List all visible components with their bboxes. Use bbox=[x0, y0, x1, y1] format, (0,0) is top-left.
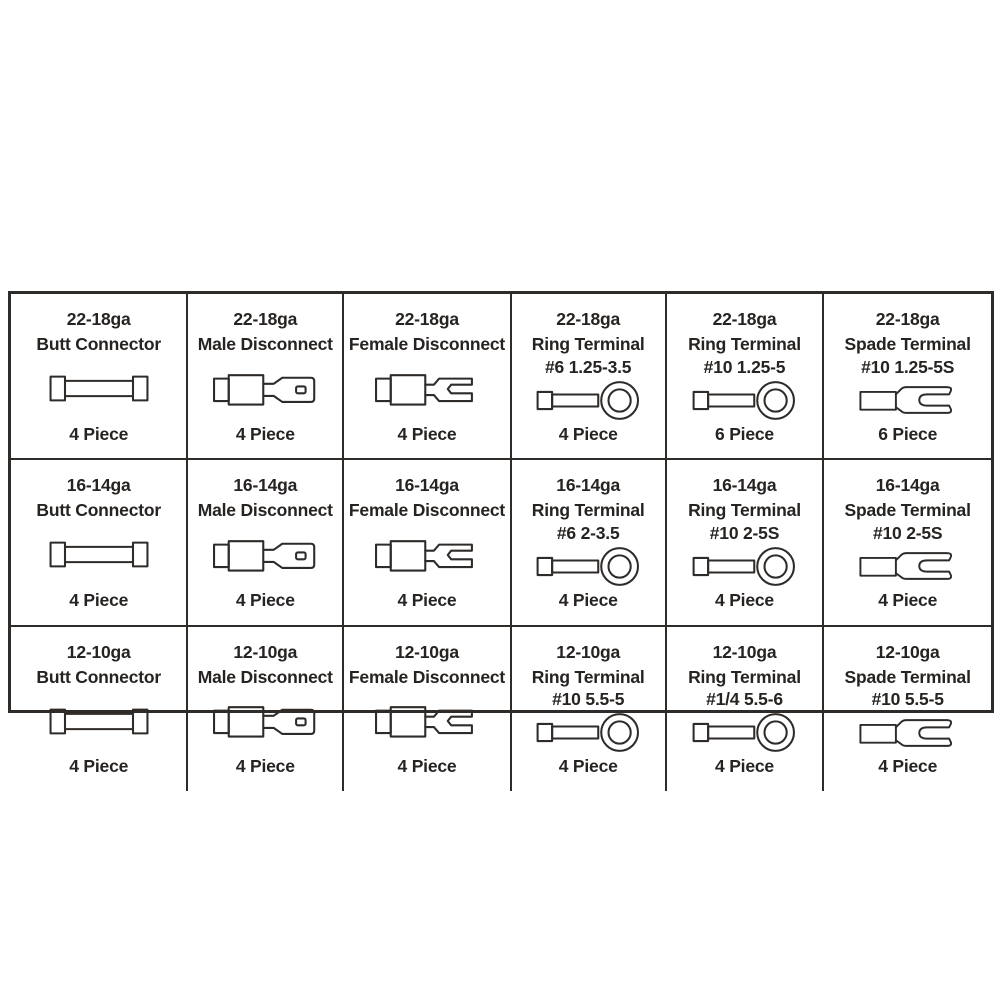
cell-16-14ga-male-disconnect bbox=[188, 460, 344, 626]
gauge-label: 16-14ga bbox=[556, 475, 621, 496]
gauge-label: 12-10ga bbox=[66, 641, 131, 662]
cell-22-18ga-ring-terminal-6 bbox=[512, 294, 667, 460]
spec-label: #6 1.25-3.5 bbox=[545, 356, 632, 377]
cell-16-14ga-female-disconnect bbox=[344, 460, 512, 626]
cell-22-18ga-female-disconnect bbox=[344, 294, 512, 460]
ring-terminal-icon bbox=[671, 712, 819, 753]
male-disconnect-icon bbox=[192, 523, 338, 587]
count-label: 4 Piece bbox=[715, 589, 774, 610]
type-label: Butt Connector bbox=[36, 333, 161, 354]
cell-12-10ga-spade-terminal bbox=[824, 627, 991, 791]
cell-12-10ga-ring-terminal-10 bbox=[512, 627, 667, 791]
female-disconnect-icon bbox=[348, 689, 506, 753]
cell-22-18ga-spade-terminal bbox=[824, 294, 991, 460]
count-label: 4 Piece bbox=[397, 589, 457, 610]
gauge-label: 12-10ga bbox=[712, 641, 777, 662]
cell-16-14ga-butt-connector bbox=[11, 460, 188, 626]
male-disconnect-icon bbox=[192, 689, 338, 753]
type-label: Male Disconnect bbox=[197, 333, 333, 354]
cell-22-18ga-male-disconnect bbox=[188, 294, 344, 460]
type-label: Ring Terminal bbox=[531, 500, 645, 521]
type-label: Ring Terminal bbox=[688, 666, 801, 687]
gauge-label: 22-18ga bbox=[66, 309, 131, 329]
gauge-label: 22-18ga bbox=[712, 309, 777, 329]
spec-label: #10 5.5-5 bbox=[552, 689, 625, 710]
spec-label: #10 1.25-5S bbox=[861, 356, 955, 377]
gauge-label: 16-14ga bbox=[875, 475, 940, 496]
count-label: 4 Piece bbox=[397, 756, 457, 777]
ring-terminal-icon bbox=[671, 380, 819, 421]
type-label: Ring Terminal bbox=[531, 333, 645, 354]
butt-connector-icon bbox=[15, 689, 182, 753]
type-label: Ring Terminal bbox=[531, 666, 645, 687]
ring-terminal-icon bbox=[516, 712, 661, 753]
gauge-label: 12-10ga bbox=[395, 641, 459, 662]
ring-terminal-icon bbox=[516, 380, 661, 421]
gauge-label: 16-14ga bbox=[712, 475, 777, 496]
cell-16-14ga-ring-terminal-6 bbox=[512, 460, 667, 626]
spec-label: #6 2-3.5 bbox=[556, 523, 620, 544]
cell-12-10ga-butt-connector bbox=[11, 627, 188, 791]
cell-22-18ga-ring-terminal-10 bbox=[667, 294, 825, 460]
gauge-label: 12-10ga bbox=[233, 641, 298, 662]
butt-connector-icon bbox=[15, 523, 182, 587]
type-label: Female Disconnect bbox=[348, 333, 506, 354]
spade-terminal-icon bbox=[828, 712, 987, 753]
type-label: Spade Terminal bbox=[844, 333, 971, 354]
gauge-label: 22-18ga bbox=[233, 309, 298, 329]
gauge-label: 12-10ga bbox=[875, 641, 940, 662]
gauge-label: 22-18ga bbox=[875, 309, 940, 329]
type-label: Spade Terminal bbox=[844, 666, 971, 687]
female-disconnect-icon bbox=[348, 357, 506, 421]
ring-terminal-icon bbox=[671, 546, 819, 587]
cell-16-14ga-ring-terminal-10 bbox=[667, 460, 825, 626]
count-label: 4 Piece bbox=[878, 756, 938, 777]
butt-connector-icon bbox=[15, 357, 182, 421]
ring-terminal-icon bbox=[516, 546, 661, 587]
type-label: Butt Connector bbox=[36, 500, 161, 521]
type-label: Male Disconnect bbox=[197, 500, 333, 521]
spec-label: #1/4 5.5-6 bbox=[706, 689, 783, 710]
terminal-table bbox=[8, 291, 994, 777]
type-label: Ring Terminal bbox=[688, 500, 801, 521]
count-label: 4 Piece bbox=[235, 423, 295, 444]
type-label: Spade Terminal bbox=[844, 500, 971, 521]
gauge-label: 22-18ga bbox=[395, 309, 459, 329]
spade-terminal-icon bbox=[828, 380, 987, 421]
spec-label: #10 2-5S bbox=[872, 523, 943, 544]
gauge-label: 16-14ga bbox=[395, 475, 459, 496]
cell-12-10ga-male-disconnect bbox=[188, 627, 344, 791]
type-label: Male Disconnect bbox=[197, 666, 333, 687]
gauge-label: 16-14ga bbox=[233, 475, 298, 496]
count-label: 4 Piece bbox=[235, 589, 295, 610]
count-label: 4 Piece bbox=[69, 589, 129, 610]
gauge-label: 22-18ga bbox=[556, 309, 621, 329]
cell-12-10ga-ring-terminal-quarter bbox=[667, 627, 825, 791]
type-label: Butt Connector bbox=[36, 666, 161, 687]
count-label: 4 Piece bbox=[715, 756, 774, 777]
spec-label: #10 5.5-5 bbox=[871, 689, 944, 710]
cell-16-14ga-spade-terminal bbox=[824, 460, 991, 626]
count-label: 4 Piece bbox=[69, 756, 129, 777]
count-label: 6 Piece bbox=[878, 423, 938, 444]
female-disconnect-icon bbox=[348, 523, 506, 587]
spade-terminal-icon bbox=[828, 546, 987, 587]
count-label: 4 Piece bbox=[69, 423, 129, 444]
type-label: Ring Terminal bbox=[688, 333, 801, 354]
count-label: 4 Piece bbox=[878, 589, 938, 610]
type-label: Female Disconnect bbox=[348, 500, 506, 521]
gauge-label: 12-10ga bbox=[556, 641, 621, 662]
count-label: 4 Piece bbox=[558, 589, 618, 610]
spec-label: #10 2-5S bbox=[709, 523, 780, 544]
cell-12-10ga-female-disconnect bbox=[344, 627, 512, 791]
cell-22-18ga-butt-connector bbox=[11, 294, 188, 460]
count-label: 4 Piece bbox=[235, 756, 295, 777]
count-label: 4 Piece bbox=[558, 756, 618, 777]
gauge-label: 16-14ga bbox=[66, 475, 131, 496]
male-disconnect-icon bbox=[192, 357, 338, 421]
count-label: 4 Piece bbox=[397, 423, 457, 444]
type-label: Female Disconnect bbox=[348, 666, 506, 687]
count-label: 6 Piece bbox=[715, 423, 774, 444]
spec-label: #10 1.25-5 bbox=[703, 356, 786, 377]
count-label: 4 Piece bbox=[558, 423, 618, 444]
